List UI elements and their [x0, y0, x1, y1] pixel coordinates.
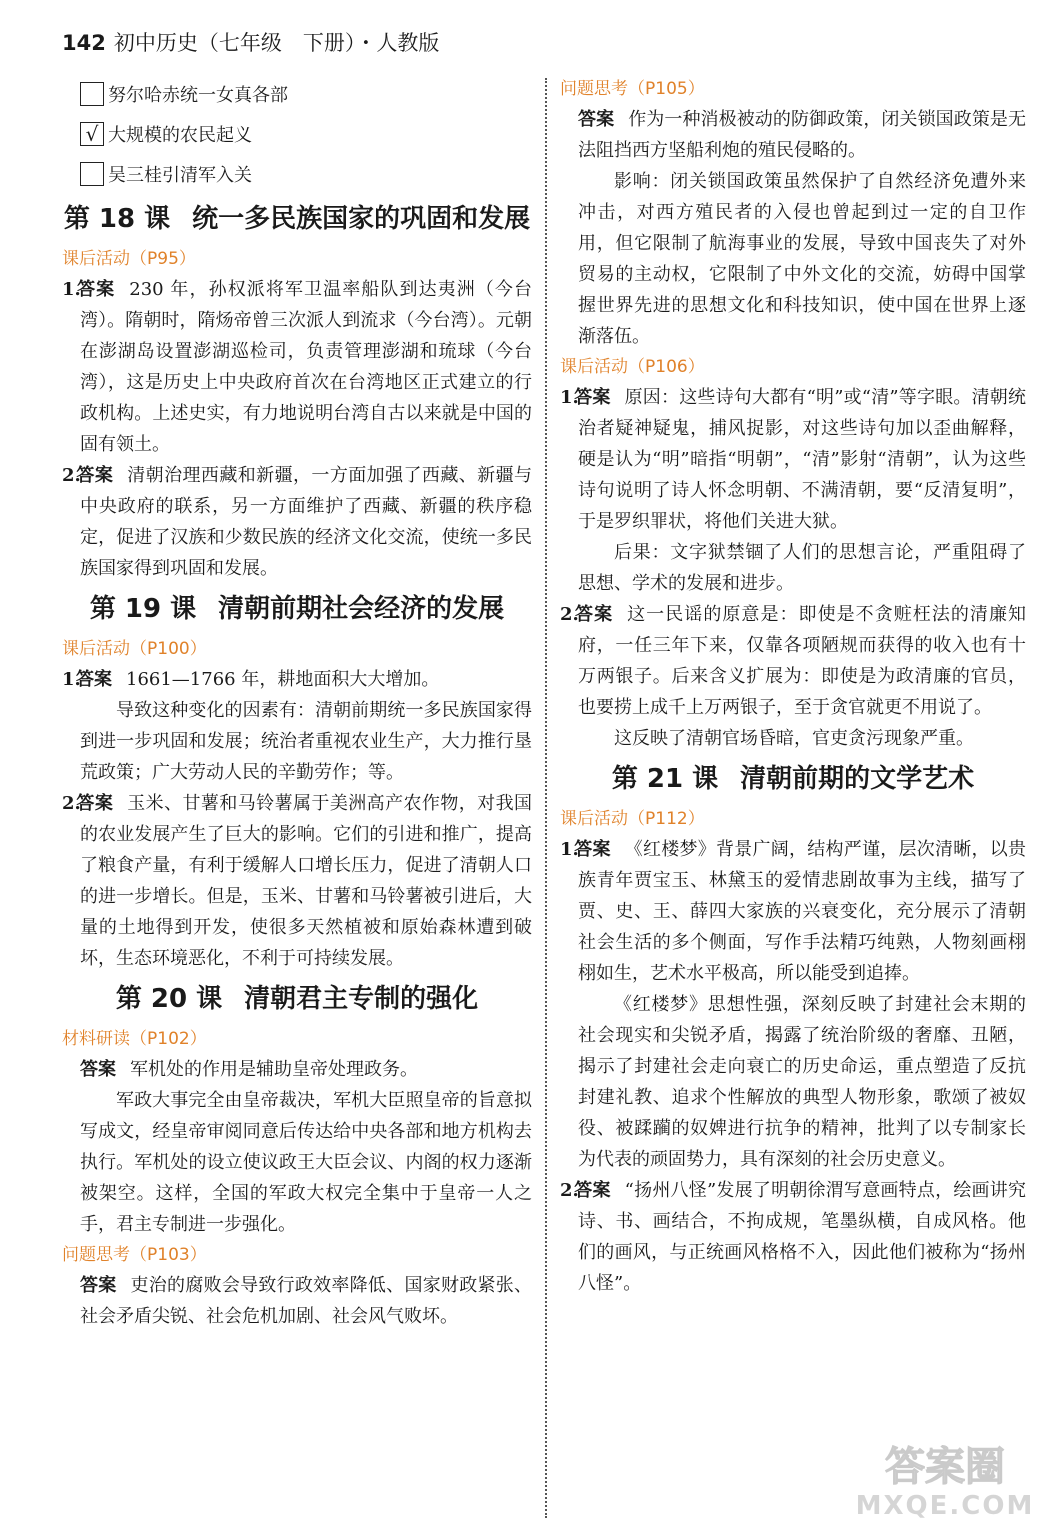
section-label: 课后活动（P100）	[62, 639, 207, 659]
section-label: 课后活动（P95）	[62, 249, 196, 269]
left-column	[62, 74, 532, 1332]
watermark-logo-text: 答案圈	[885, 1444, 1005, 1490]
option-text: 努尔哈赤统一女真各部	[108, 85, 288, 106]
answer-item: 1.答案 230 年，孙权派将军卫温率船队到达夷洲（今台湾）。隋朝时，隋炀帝曾三次派人到流求（今台湾）。元朝在澎湖岛设置澎湖巡检司，负责管理澎湖和琉球（今台湾），这是历史上中央政府首次在台湾地区正式建立的行政机构。上述史实，有力地说明台湾自古以来就是中国的固有领土。	[62, 279, 533, 455]
lesson-heading	[62, 974, 532, 1024]
option-item	[62, 154, 532, 194]
option-text: 大规模的农民起义	[108, 125, 252, 146]
option-item	[62, 74, 532, 114]
answer-paragraph: 这反映了清朝官场昏暗，官吏贪污现象严重。	[614, 728, 974, 749]
answer-item: 1.答案 《红楼梦》背景广阔，结构严谨，层次清晰，以贵族青年贾宝玉、林黛玉的爱情悲剧故事为主线，描写了贾、史、王、薛四大家族的兴衰变化，充分展示了清朝社会生活的多个侧面，写作手法精巧纯熟，人物刻画栩栩如生，艺术水平极高，所以能受到追捧。	[560, 839, 1026, 984]
book-title: 初中历史（七年级 下册）・人教版	[113, 31, 440, 55]
watermark-url: MXQE.COM	[855, 1491, 1035, 1521]
answer-item: 1.答案 原因：这些诗句大都有“明”或“清”等字眼。清朝统治者疑神疑鬼，捕风捉影，对这些诗句加以歪曲解释，硬是认为“明”暗指“明朝”，“清”影射“清朝”，认为这些诗句说明了诗人怀念明朝、不满清朝，要“反清复明”，于是罗织罪状，将他们关进大狱。	[560, 387, 1027, 532]
lesson-title: 清朝前期社会经济的发展	[218, 594, 505, 624]
lesson-title: 统一多民族国家的巩固和发展	[192, 204, 531, 234]
checkbox	[80, 162, 104, 186]
answer-item: 2.答案 玉米、甘薯和马铃薯属于美洲高产农作物，对我国的农业发展产生了巨大的影响。它们的引进和推广，提高了粮食产量，有利于缓解人口增长压力，促进了清朝人口的进一步增长。但是，玉米、甘薯和马铃薯被引进后，大量的土地得到开发，使很多天然植被和原始森林遭到破坏，生态环境恶化，不利于可持续发展。	[62, 793, 532, 969]
answer-item: 1.答案 1661—1766 年，耕地面积大大增加。	[62, 669, 440, 690]
lesson-number: 第 19 课	[89, 594, 197, 624]
option-item	[62, 114, 532, 154]
lesson-number: 第 21 课	[611, 764, 719, 794]
answer-item: 答案 作为一种消极被动的防御政策，闭关锁国政策是无法阻挡西方坚船利炮的殖民侵略的。	[578, 109, 1027, 161]
answer-paragraph: 军政大事完全由皇帝裁决，军机大臣照皇帝的旨意拟写成文，经皇帝审阅同意后传达给中央各部和地方机构去执行。军机处的设立使议政王大臣会议、内阁的权力逐渐被架空。这样，全国的军政大权完全集中于皇帝一人之手，君主专制进一步强化。	[80, 1090, 532, 1235]
check-mark: √	[85, 122, 99, 146]
checkbox	[80, 82, 104, 106]
answer-paragraph: 导致这种变化的因素有：清朝前期统一多民族国家得到进一步巩固和发展；统治者重视农业生产，大力推行垦荒政策；广大劳动人民的辛勤劳作；等。	[80, 700, 532, 783]
watermark-logo	[855, 1430, 1035, 1522]
column-divider	[545, 78, 547, 1518]
checkbox-checked	[80, 122, 104, 146]
section-label: 课后活动（P112）	[560, 809, 705, 829]
answer-item: 2.答案 清朝治理西藏和新疆，一方面加强了西藏、新疆与中央政府的联系，另一方面维护了西藏、新疆的秩序稳定，促进了汉族和少数民族的经济文化交流，使统一多民族国家得到巩固和发展。	[62, 465, 532, 579]
lesson-title: 清朝君主专制的强化	[244, 984, 479, 1014]
page-header	[62, 26, 439, 60]
option-text: 吴三桂引清军入关	[108, 165, 252, 186]
answer-item: 答案 吏治的腐败会导致行政效率降低、国家财政紧张、社会矛盾尖锐、社会危机加剧、社会风气败坏。	[80, 1275, 533, 1327]
lesson-number: 第 20 课	[115, 984, 223, 1014]
answer-paragraph: 《红楼梦》思想性强，深刻反映了封建社会末期的社会现实和尖锐矛盾，揭露了统治阶级的奢靡、丑陋，揭示了封建社会走向衰亡的历史命运，重点塑造了反抗封建礼教、追求个性解放的典型人物形象，歌颂了被奴役、被蹂躏的奴婢进行抗争的精神，批判了以专制家长为代表的顽固势力，具有深刻的社会历史意义。	[578, 994, 1026, 1170]
lesson-number: 第 18 课	[63, 204, 171, 234]
lesson-heading	[62, 584, 532, 634]
section-label: 问题思考（P103）	[62, 1245, 207, 1265]
answer-item: 2.答案 “扬州八怪”发展了明朝徐渭写意画特点，绘画讲究诗、书、画结合，不拘成规，笔墨纵横，自成风格。他们的画风，与正统画风格格不入，因此他们被称为“扬州八怪”。	[560, 1180, 1026, 1294]
right-column	[560, 74, 1026, 1299]
section-label: 问题思考（P105）	[560, 79, 705, 99]
lesson-heading	[560, 754, 1026, 804]
lesson-title: 清朝前期的文学艺术	[740, 764, 975, 794]
answer-paragraph: 后果：文字狱禁锢了人们的思想言论，严重阻碍了思想、学术的发展和进步。	[578, 542, 1026, 594]
answer-item: 2.答案 这一民谣的原意是：即使是不贪赃枉法的清廉知府，一任三年下来，仅靠各项陋规而获得的收入也有十万两银子。后来含义扩展为：即使是为政清廉的官员，也要捞上成千上万两银子，至于贪官就更不用说了。	[560, 604, 1027, 718]
answer-paragraph: 影响：闭关锁国政策虽然保护了自然经济免遭外来冲击，对西方殖民者的入侵也曾起到过一定的自卫作用，但它限制了航海事业的发展，导致中国丧失了对外贸易的主动权，它限制了中外文化的交流，妨碍中国掌握世界先进的思想文化和科技知识，使中国在世界上逐渐落伍。	[578, 171, 1026, 347]
page-number: 142	[62, 31, 106, 55]
section-label: 课后活动（P106）	[560, 357, 705, 377]
lesson-heading	[62, 194, 532, 244]
answer-item: 答案 军机处的作用是辅助皇帝处理政务。	[80, 1059, 418, 1080]
section-label: 材料研读（P102）	[62, 1029, 207, 1049]
